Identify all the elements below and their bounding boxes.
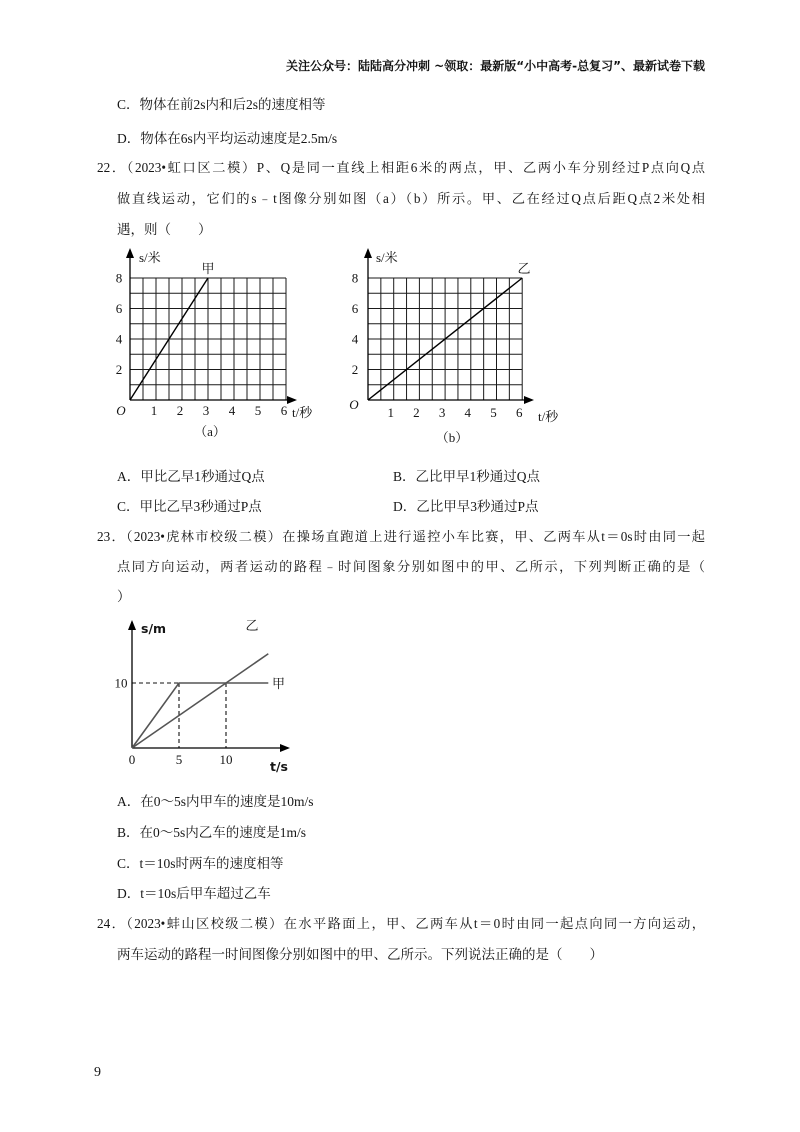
x-tick-label: 4 — [464, 405, 472, 420]
q22-stem-line-1: 22．（2023•虹口区二模）P、Q是同一直线上相距6米的两点，甲、乙两小车分别经过P点向Q点 — [97, 160, 705, 175]
x-axis-arrow — [287, 396, 297, 404]
x-tick-label: 2 — [176, 403, 184, 418]
x-tick-label: 6 — [280, 403, 288, 418]
x-tick-label: 1 — [387, 405, 394, 420]
q21-option-d: D．物体在6s内平均运动速度是2.5m/s — [117, 131, 338, 146]
origin-label: O — [349, 397, 359, 412]
y-tick-label: 10 — [114, 675, 128, 691]
series-label-2: 乙 — [245, 618, 259, 633]
x-tick-label: 3 — [438, 405, 446, 420]
chart-2 — [349, 248, 559, 445]
x-tick-label: 5 — [175, 752, 183, 767]
q21-option-c: C．物体在前2s内和后2s的速度相等 — [117, 97, 326, 112]
x-tick-label: 0 — [128, 752, 136, 767]
y-tick-label: 6 — [351, 301, 359, 316]
x-axis-label: t/秒 — [292, 405, 313, 420]
page-number: 9 — [94, 1065, 101, 1080]
x-tick-label: 3 — [202, 403, 210, 418]
x-axis-label: t/秒 — [538, 409, 559, 424]
series-label-1: 乙 — [517, 261, 531, 276]
q23-stem-line-1: 23．（2023•虎林市校级二模）在操场直跑道上进行遥控小车比赛，甲、乙两车从t＝0s时由同一起 — [97, 529, 705, 544]
q22-stem-line-3: 遇，则（ ） — [117, 222, 212, 237]
y-axis-label: s/m — [141, 621, 167, 636]
q22-option-d: D．乙比甲早3秒通过P点 — [393, 499, 539, 514]
q24-stem-line-1: 24．（2023•蚌山区校级二模）在水平路面上，甲、乙两车从t＝0时由同一起点向同一方向运动， — [97, 916, 705, 931]
chart-3 — [115, 618, 291, 774]
y-tick-label: 2 — [115, 362, 123, 377]
page-header-promo: 关注公众号：陆陆高分冲刺 ~领取：最新版“小中高考-总复习”、最新试卷下载 — [286, 59, 705, 73]
series-label-1: 甲 — [201, 261, 215, 276]
y-tick-label: 8 — [351, 270, 359, 286]
x-tick-label: 5 — [490, 405, 497, 420]
q23-stem-line-3: ） — [117, 589, 131, 604]
y-axis-label: s/米 — [376, 250, 398, 265]
x-tick-label: 2 — [413, 405, 420, 420]
q23-option-d: D．t＝10s后甲车超过乙车 — [117, 886, 271, 901]
x-tick-label: 5 — [254, 403, 262, 418]
q22-stem-line-2: 做直线运动，它们的s﹣t图像分别如图（a）（b）所示。甲、乙在经过Q点后距Q点2米处相 — [117, 191, 705, 206]
figure-caption: （b） — [435, 430, 469, 445]
y-axis-arrow — [126, 248, 134, 258]
x-tick-label: 10 — [219, 752, 233, 767]
y-tick-label: 2 — [351, 362, 359, 377]
series-line-1 — [132, 683, 268, 748]
q23-stem-line-2: 点同方向运动，两者运动的路程﹣时间图象分别如图中的甲、乙所示，下列判断正确的是（ — [117, 559, 705, 574]
x-tick-label: 4 — [228, 403, 236, 418]
q24-stem-line-2: 两车运动的路程一时间图像分别如图中的甲、乙所示。下列说法正确的是（ ） — [117, 947, 603, 962]
q23-option-c: C．t＝10s时两车的速度相等 — [117, 856, 284, 871]
q23-option-b: B．在0～5s内乙车的速度是1m/s — [117, 825, 307, 840]
x-axis-arrow — [524, 396, 534, 404]
q23-option-a: A．在0～5s内甲车的速度是10m/s — [117, 794, 314, 809]
series-line-2 — [132, 654, 268, 748]
y-axis-arrow — [364, 248, 372, 258]
y-tick-label: 4 — [351, 331, 359, 347]
series-label-1: 甲 — [272, 676, 286, 691]
origin-label: O — [116, 403, 126, 418]
x-axis-label: t/s — [270, 759, 288, 774]
q22-option-c: C．甲比乙早3秒通过P点 — [117, 499, 262, 514]
y-tick-label: 4 — [115, 331, 123, 347]
x-axis-arrow — [280, 744, 290, 752]
y-tick-label: 6 — [115, 301, 123, 316]
grid — [130, 278, 286, 400]
y-tick-label: 8 — [115, 270, 123, 286]
x-tick-label: 6 — [515, 405, 523, 420]
y-axis-arrow — [128, 620, 136, 630]
figure-caption: （a） — [194, 424, 226, 439]
y-axis-label: s/米 — [139, 250, 161, 265]
x-tick-label: 1 — [150, 403, 158, 418]
q22-option-b: B．乙比甲早1秒通过Q点 — [393, 469, 541, 484]
q22-option-a: A．甲比乙早1秒通过Q点 — [117, 469, 265, 484]
chart-1 — [116, 248, 313, 439]
